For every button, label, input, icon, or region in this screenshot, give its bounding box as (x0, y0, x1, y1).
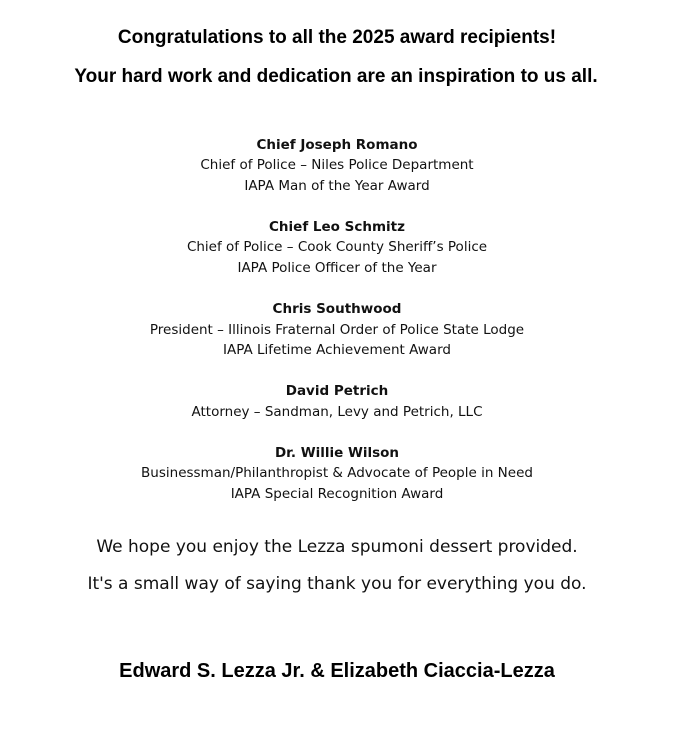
recipient-title: Chief of Police – Cook County Sheriff’s Police (186, 239, 488, 255)
recipient-award: IAPA Police Officer of the Year (237, 260, 437, 276)
recipient-name: Chief Leo Schmitz (269, 219, 405, 235)
recipient-title: President – Illinois Fraternal Order of Police State Lodge (149, 322, 525, 338)
congratulations-heading: Congratulations to all the 2025 award recipients! (117, 27, 557, 48)
closing-line-2: It's a small way of saying thank you for everything you do. (87, 574, 587, 594)
recipient-title: Chief of Police – Niles Police Department (200, 157, 474, 173)
recipient-award: IAPA Special Recognition Award (230, 486, 444, 502)
recipient-name: Dr. Willie Wilson (274, 445, 400, 461)
recipient-award: IAPA Man of the Year Award (244, 178, 430, 194)
signature: Edward S. Lezza Jr. & Elizabeth Ciaccia-Lezza (119, 660, 555, 682)
recipient-title: Attorney – Sandman, Levy and Petrich, LLC (191, 404, 483, 420)
recipient-title: Businessman/Philanthropist & Advocate of People in Need (141, 465, 533, 481)
recipient-name: Chris Southwood (272, 301, 402, 317)
inspiration-heading: Your hard work and dedication are an inspiration to us all. (74, 66, 598, 87)
recipient-name: Chief Joseph Romano (256, 137, 418, 153)
recipient-award: IAPA Lifetime Achievement Award (223, 342, 451, 358)
closing-line-1: We hope you enjoy the Lezza spumoni dessert provided. (96, 537, 578, 557)
recipient-name: David Petrich (285, 383, 389, 399)
